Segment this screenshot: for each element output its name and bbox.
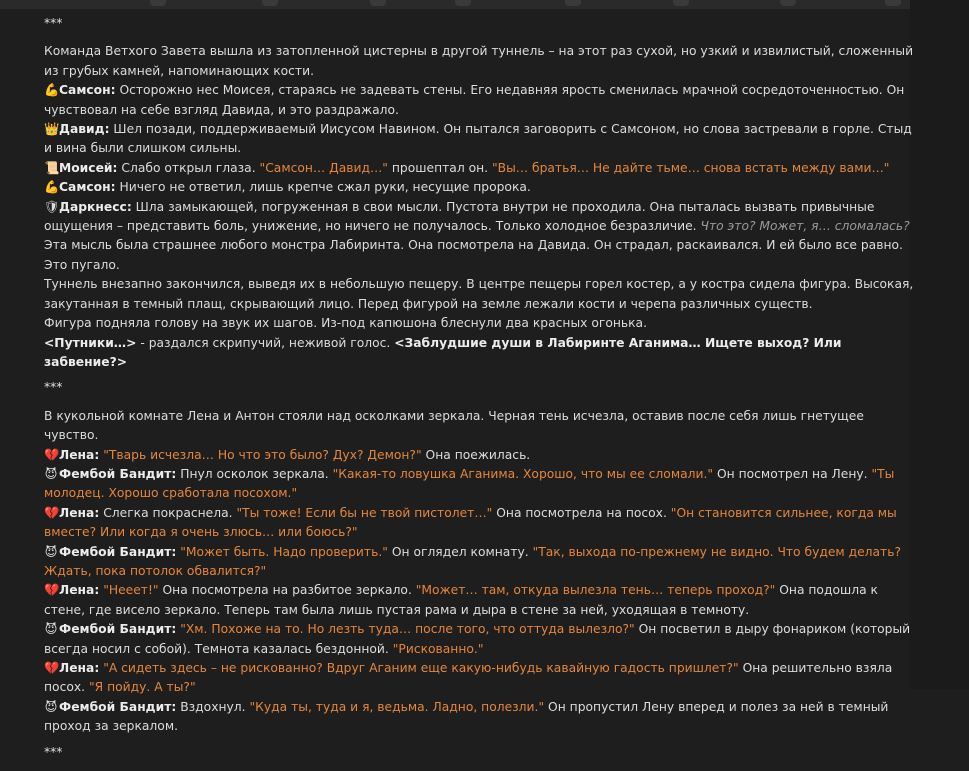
toolbar-icon-8[interactable] [885, 0, 901, 6]
character-name: Самсон: [59, 180, 116, 195]
crown-icon: 👑 [44, 122, 60, 137]
broken-heart-icon: 💔 [44, 447, 60, 462]
narration: Туннель внезапно закончился, выведя их в небольшую пещеру. В центре пещеры горел костер, а у костра сидела фигура. Высокая, закутанная в темный плащ, скрывающий лицо. Перед фигурой на земле лежали кости и черепа различных существ. [44, 277, 914, 311]
toolbar-icon-3[interactable] [370, 0, 386, 6]
character-name: Фембой Бандит: [59, 466, 177, 481]
dialogue-line: 💪Самсон: Ничего не ответил, лишь крепче сжал руки, несущие пророка. [44, 178, 914, 197]
character-name: Лена: [59, 661, 100, 675]
speech: "А сидеть здесь – не рискованно? Вдруг Аганим еще какую-нибудь кавайную гадость пришлет?" [103, 661, 739, 675]
speech: "Может быть. Надо проверить." [180, 544, 388, 559]
speech: "Ты молодец. Хорошо сработала посохом." [44, 466, 895, 501]
speech: "Нееет!" [103, 583, 159, 598]
speech: "Он становится сильнее, когда мы вместе? Или когда я очень злюсь… или боюсь?" [44, 505, 897, 540]
speech: "Куда ты, туда и я, ведьма. Ладно, полезли." [249, 699, 545, 714]
devil-face-icon: 😈 [44, 699, 58, 714]
flexed-biceps-icon: 💪 [44, 180, 60, 195]
character-name: Фембой Бандит: [59, 544, 177, 559]
speech: "Какая-то ловушка Аганима. Хорошо, что мы ее сломали." [332, 466, 714, 481]
character-name: Лена: [59, 447, 100, 462]
right-gutter [910, 0, 969, 689]
top-toolbar [0, 0, 910, 9]
character-name: Лена: [59, 505, 100, 520]
speech: "Рискованно." [392, 641, 484, 656]
toolbar-icon-2[interactable] [262, 0, 278, 6]
section-separator: *** [44, 744, 63, 759]
toolbar-icon-5[interactable] [565, 0, 581, 6]
speech: "Вы… братья… Не дайте тьме… снова встать между вами…" [491, 160, 890, 175]
character-name: Лена: [59, 583, 100, 598]
character-name: Фембой Бандит: [59, 622, 177, 637]
speech: "Тварь исчезла… Но что это было? Дух? Демон?" [103, 447, 422, 462]
character-name: Фембой Бандит: [59, 699, 177, 714]
devil-face-icon: 😈 [44, 622, 58, 637]
narration: В кукольной комнате Лена и Антон стояли над осколками зеркала. Черная тень исчезла, оставив после себя лишь гнетущее чувство. [44, 408, 864, 443]
dialogue-line: 😈 Фембой Бандит: "Может быть. Надо проверить." Он оглядел комнату. "Так, выхода по-прежнему не видно. Что будем делать? Ждать, пока потолок обвалится?" [44, 544, 901, 578]
devil-face-icon: 😈 [44, 544, 58, 559]
speech: "Может… там, откуда вылезла тень… теперь проход?" [415, 583, 776, 598]
story-message [44, 14, 914, 771]
dialogue-line: 💔Лена: "Нееет!" Она посмотрела на разбитое зеркало. "Может… там, откуда вылезла тень… теперь проход?" Она подошла к стене, где висело зеркало. Теперь там была лишь пустая рама и дыра в стене за ней, уходящая в темноту. [44, 583, 878, 617]
character-name: Даркнесс: [59, 199, 132, 214]
inner-thought: Что это? Может, я… сломалась? [700, 219, 910, 234]
narration: <Путники…> - раздался скрипучий, неживой голос. <Заблудшие души в Лабиринте Аганима… Ищете выход? Или забвение?> [44, 335, 842, 369]
toolbar-icon-7[interactable] [780, 0, 796, 6]
dialogue-line: 😈 Фембой Бандит: "Хм. Похоже на то. Но лезть туда… после того, что оттуда вылезло?" Он посветил в дыру фонариком (который всегда носил с собой). Темнота казалась бездонной. "Рискованно." [44, 622, 911, 656]
dialogue-line: 💪Самсон: Осторожно нес Моисея, стараясь не задевать стены. Его недавняя ярость сменилась мрачной сосредоточенностью. Он чувствовал на себе взгляд Давида, и это раздражало. [44, 83, 905, 117]
flexed-biceps-icon: 💪 [44, 83, 60, 98]
speech: "Так, выхода по-прежнему не видно. Что будем делать? Ждать, пока потолок обвалится?" [44, 544, 901, 578]
broken-heart-icon: 💔 [44, 505, 60, 520]
dialogue-line: 💔Лена: "А сидеть здесь – не рискованно? Вдруг Аганим еще какую-нибудь кавайную гадость пришлет?" Она решительно взяла посох. "Я пойду. А ты?" [44, 661, 893, 695]
speech: "Я пойду. А ты?" [88, 680, 196, 695]
dialogue-line: 😈 Фембой Бандит: Вздохнул. "Куда ты, туда и я, ведьма. Ладно, полезли." Он пропустил Лену вперед и полез за ней в темный проход за зеркалом. [44, 699, 889, 734]
dialogue-line: 📜Моисей: Слабо открыл глаза. "Самсон… Давид…" прошептал он. "Вы… братья… Не дайте тьме… снова встать между вами…" [44, 159, 914, 178]
speech: "Ты тоже! Если бы не твой пистолет…" [236, 505, 493, 520]
section-separator: *** [44, 16, 63, 30]
character-name: Самсон: [59, 83, 116, 98]
speech: "Хм. Похоже на то. Но лезть туда… после того, что оттуда вылезло?" [180, 622, 635, 637]
character-name: Давид: [59, 122, 110, 137]
broken-heart-icon: 💔 [44, 661, 60, 675]
speech: "Самсон… Давид…" [259, 160, 388, 175]
character-name: Моисей: [59, 160, 118, 175]
dialogue-line: 😈 Фембой Бандит: Пнул осколок зеркала. "Какая-то ловушка Аганима. Хорошо, что мы ее сломали." Он посмотрел на Лену. "Ты молодец. Хорошо сработала посохом." [44, 466, 895, 501]
dialogue-line: 👑Давид: Шел позади, поддерживаемый Иисусом Навином. Он пытался заговорить с Самсоном, но слова застревали в горле. Стыд и вина были слишком сильны. [44, 122, 912, 156]
narration: Команда Ветхого Завета вышла из затопленной цистерны в другой туннель – на этот раз сухой, но узкий и извилистый, сложенный из грубых камней, напоминающих кости. [44, 44, 914, 78]
dialogue-line: 💔Лена: "Тварь исчезла… Но что это было? Дух? Демон?" Она поежилась. [44, 446, 914, 465]
narration: Фигура подняла голову на звук их шагов. Из-под капюшона блеснули два красных огонька. [44, 316, 648, 331]
section-separator: *** [44, 380, 63, 395]
shield-icon: 🛡 [44, 199, 60, 214]
devil-face-icon: 😈 [44, 466, 58, 481]
scroll-icon: 📜 [44, 160, 60, 175]
dialogue-line: 💔Лена: Слегка покраснела. "Ты тоже! Если бы не твой пистолет…" Она посмотрела на посох. "Он становится сильнее, когда мы вместе? Или когда я очень злюсь… или боюсь?" [44, 505, 897, 540]
broken-heart-icon: 💔 [44, 583, 60, 598]
toolbar-icon-4[interactable] [455, 0, 471, 6]
dialogue-line: 🛡Даркнесс: Шла замыкающей, погруженная в свои мысли. Пустота внутри не проходила. Она пыталась вызвать привычные ощущения – представить боль, унижение, но ничего не получалось. Только холодное безразличие. Что это? Может, я… сломалась? Эта мысль была страшнее любого монстра Лабиринта. Она посмотрела на Давида. Он страдал, раскаивался. И ей было все равно. Это пугало. [44, 199, 910, 272]
toolbar-icon-6[interactable] [673, 0, 689, 6]
toolbar-icon-1[interactable] [150, 0, 166, 6]
